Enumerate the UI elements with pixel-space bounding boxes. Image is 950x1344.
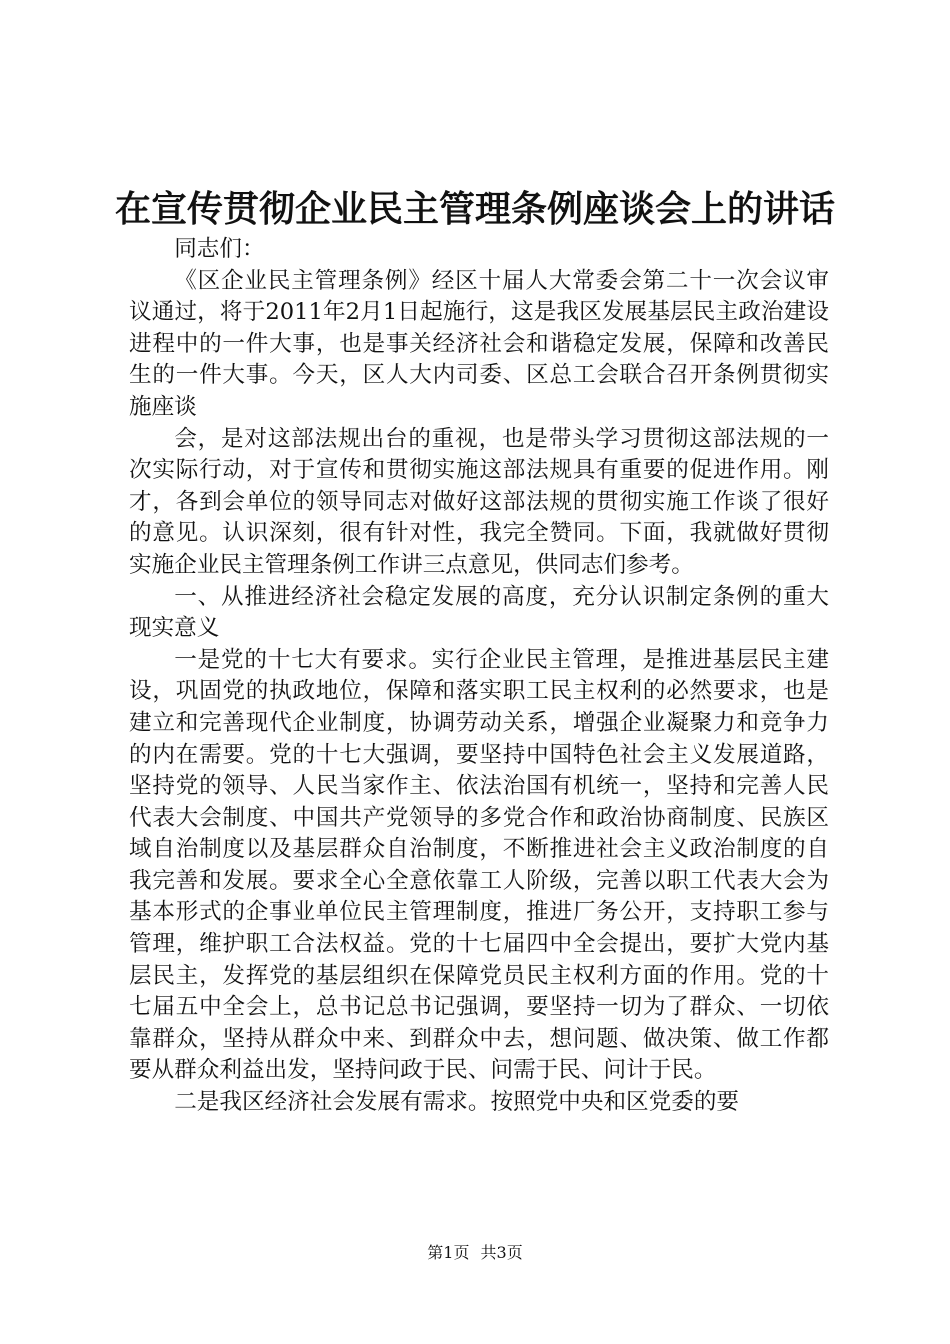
body-paragraph: 会，是对这部法规出台的重视，也是带头学习贯彻这部法规的一次实际行动，对于宣传和贯彻实施这部法规具有重要的促进作用。刚才，各到会单位的领导同志对做好这部法规的贯彻实施工作谈了很好的意见。认识深刻，很有针对性，我完全赞同。下面，我就做好贯彻实施企业民主管理条例工作讲三点意见，供同志们参考。: [129, 425, 829, 578]
page-footer: [0, 1242, 950, 1264]
body-paragraph: 二是我区经济社会发展有需求。按照党中央和区党委的要: [174, 1089, 740, 1116]
body-paragraph: 《区企业民主管理条例》经区十届人大常委会第二十一次会议审议通过，将于2011年2月1日起施行，这是我区发展基层民主政治建设进程中的一件大事，也是事关经济社会和谐稳定发展，保障和改善民生的一件大事。今天，区人大内司委、区总工会联合召开条例贯彻实施座谈: [129, 267, 829, 420]
salutation-paragraph: 同志们：: [174, 236, 265, 262]
body-paragraph: 一是党的十七大有要求。实行企业民主管理，是推进基层民主建设，巩固党的执政地位，保障和落实职工民主权利的必然要求，也是建立和完善现代企业制度，协调劳动关系，增强企业凝聚力和竞争力的内在需要。党的十七大强调，要坚持中国特色社会主义发展道路，坚持党的领导、人民当家作主、依法治国有机统一，坚持和完善人民代表大会制度、中国共产党领导的多党合作和政治协商制度、民族区域自治制度以及基层群众自治制度，不断推进社会主义政治制度的自我完善和发展。要求全心全意依靠工人阶级，完善以职工代表大会为基本形式的企事业单位民主管理制度，推进厂务公开，支持职工参与管理，维护职工合法权益。党的十七届四中全会提出，要扩大党内基层民主，发挥党的基层组织在保障党员民主权利方面的作用。党的十七届五中全会上，总书记总书记强调，要坚持一切为了群众、一切依靠群众，坚持从群众中来、到群众中去，想问题、做决策、做工作都要从群众利益出发，坚持问政于民、问需于民、问计于民。: [129, 646, 829, 1084]
page-number: 第1页: [427, 1243, 470, 1262]
section-heading: 一、从推进经济社会稳定发展的高度，充分认识制定条例的重大现实意义: [129, 583, 829, 642]
document-body: [129, 234, 829, 1119]
document-title: 在宣传贯彻企业民主管理条例座谈会上的讲话: [114, 188, 835, 230]
page-total: 共3页: [480, 1243, 523, 1262]
